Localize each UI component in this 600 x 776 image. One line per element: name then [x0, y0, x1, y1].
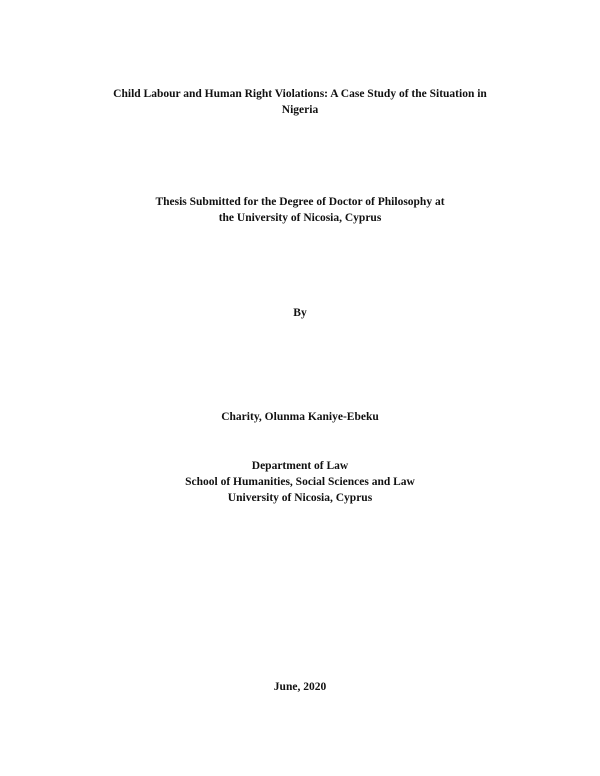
thesis-title-line-1: Child Labour and Human Right Violations: A Case Study of the Situation in	[113, 88, 487, 100]
affiliation-department: Department of Law	[251, 460, 349, 472]
by-label: By	[293, 307, 307, 319]
affiliation-school: School of Humanities, Social Sciences and Law	[185, 476, 415, 488]
affiliation-university: University of Nicosia, Cyprus	[227, 492, 373, 504]
affiliation	[0, 458, 600, 506]
degree-statement	[0, 194, 600, 226]
thesis-title	[0, 86, 600, 118]
submission-date: June, 2020	[273, 681, 327, 693]
author-name: Charity, Olunma Kaniye-Ebeku	[221, 411, 379, 423]
degree-statement-line-1: Thesis Submitted for the Degree of Doctor of Philosophy at	[155, 196, 445, 208]
thesis-title-line-2: Nigeria	[281, 104, 319, 116]
degree-statement-line-2: the University of Nicosia, Cyprus	[218, 212, 382, 224]
